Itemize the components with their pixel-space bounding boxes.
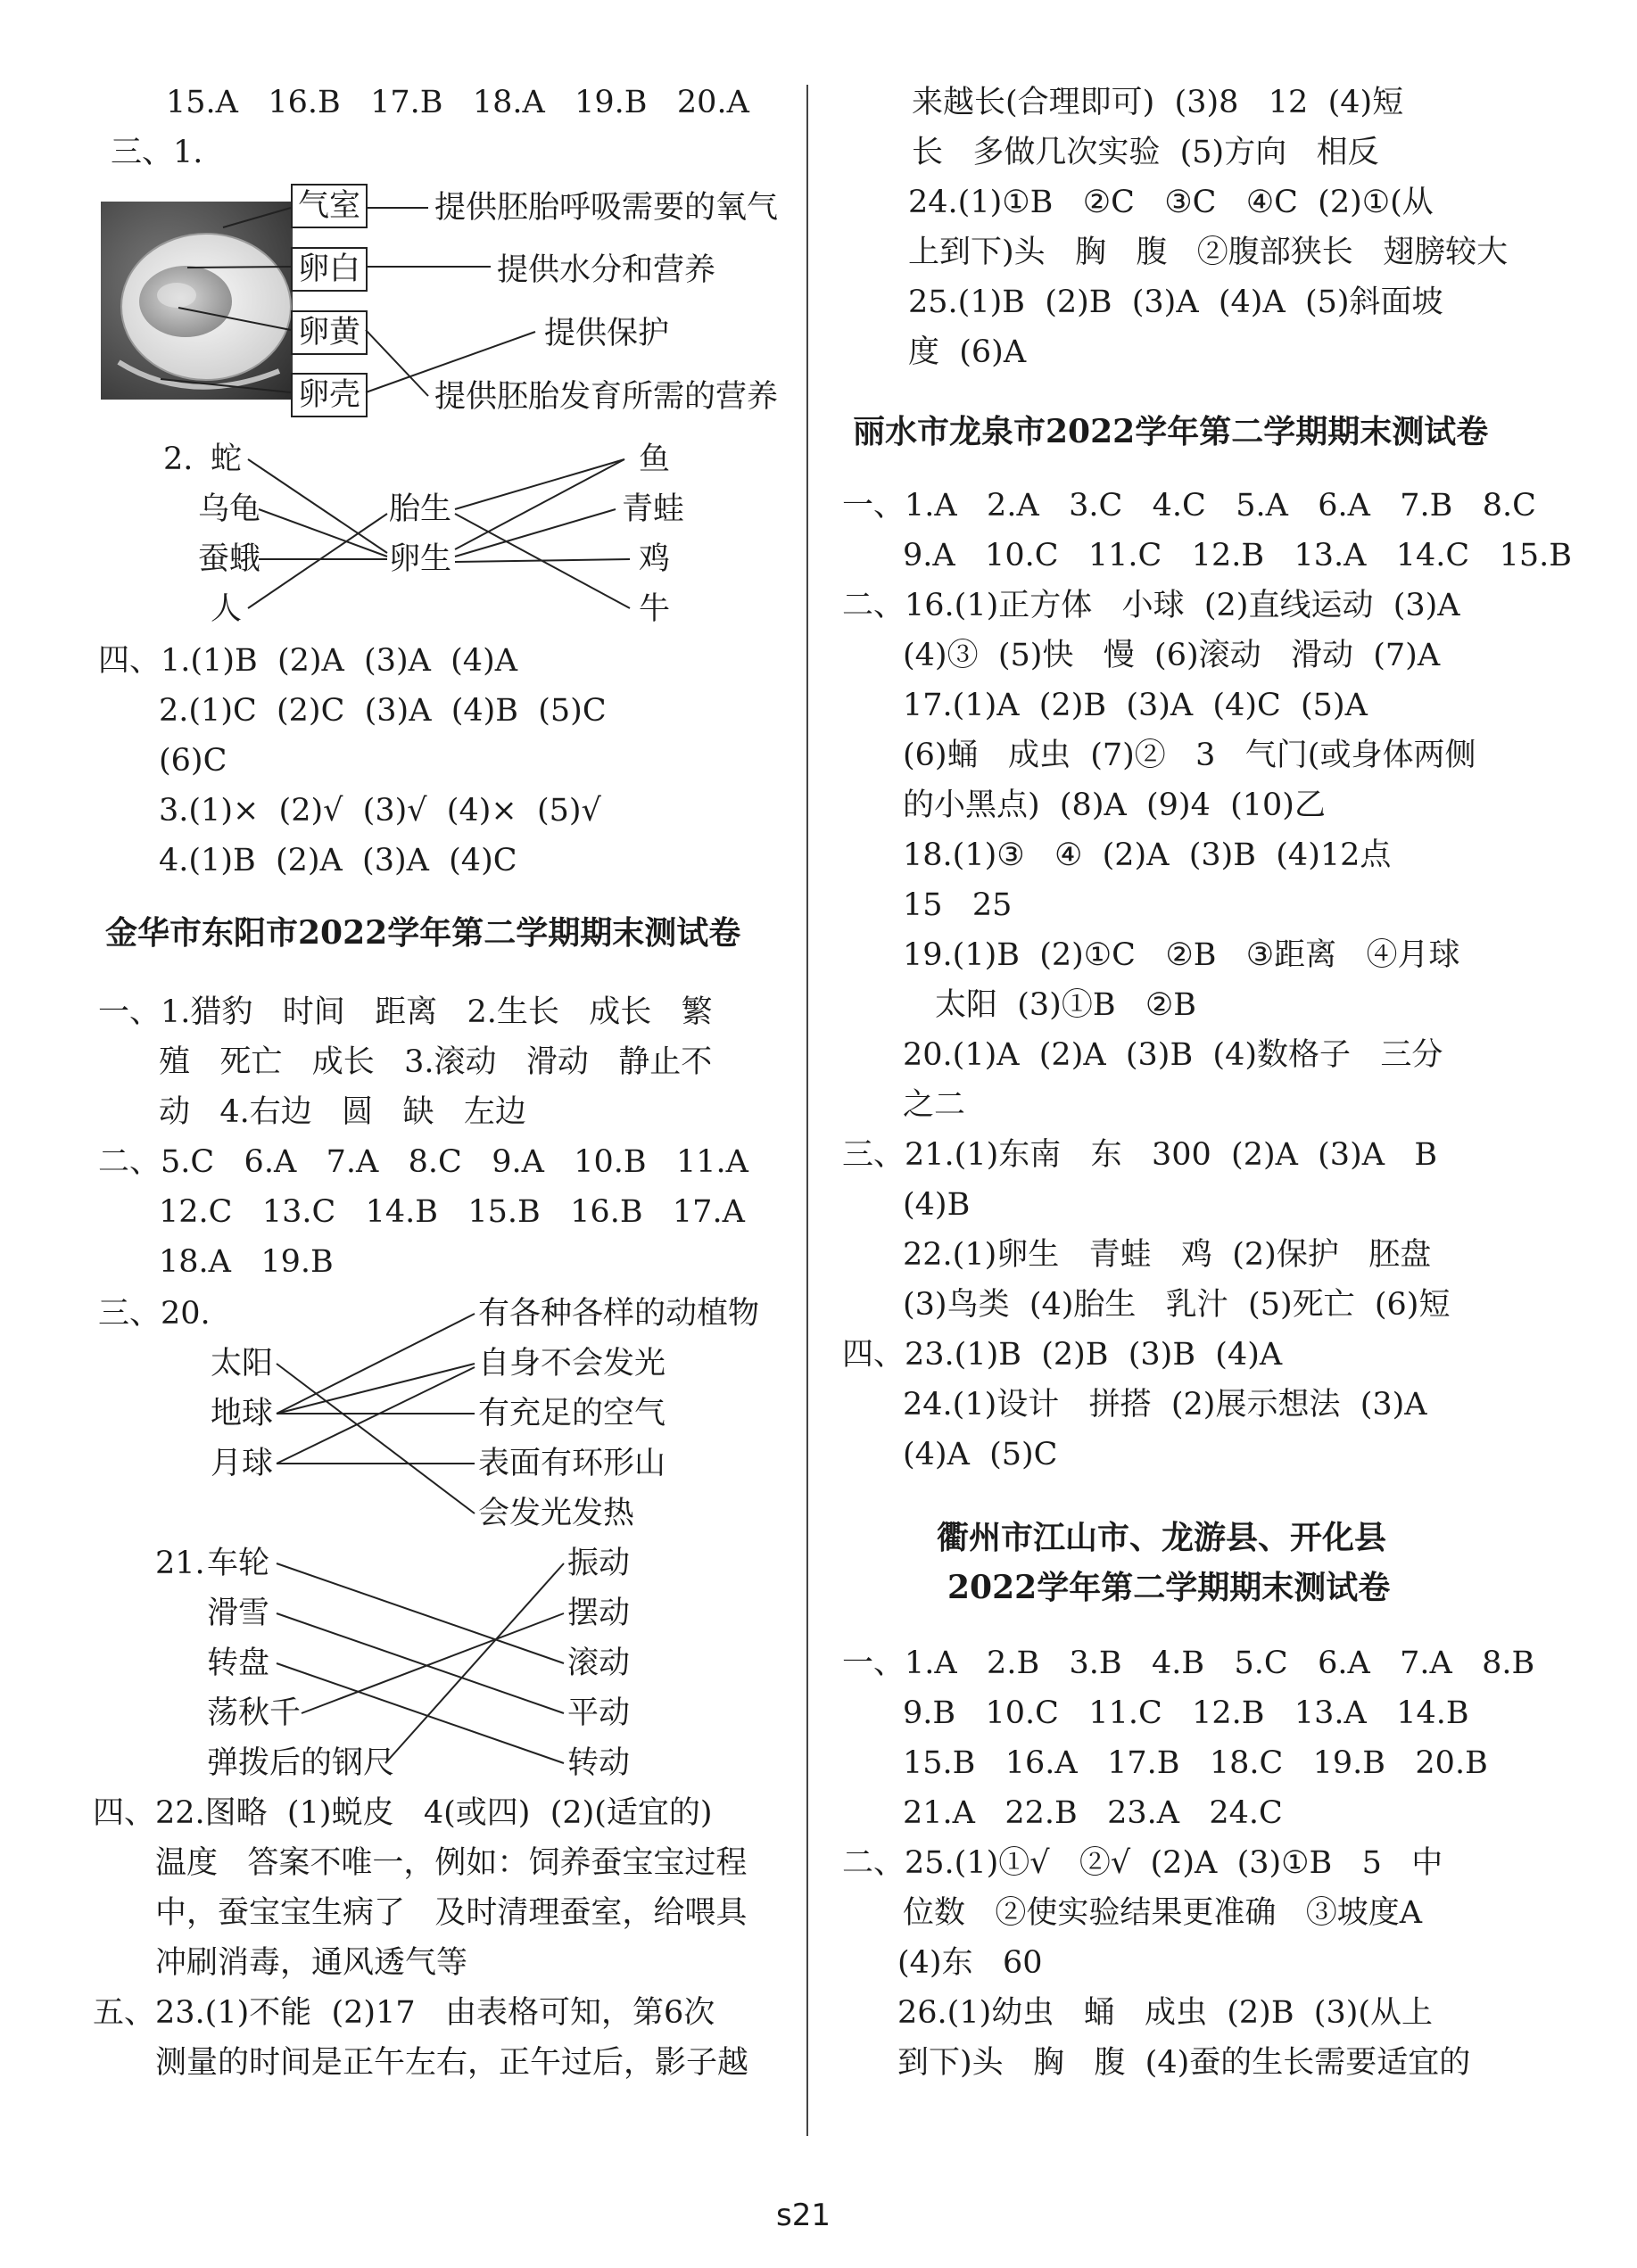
match-shell-protection (366, 332, 535, 392)
q21-left-turntable: 转盘 (207, 1645, 270, 1681)
page-number: s21 (776, 2198, 831, 2233)
answers-15-20: 15.A 16.B 17.B 18.A 19.B 20.A (166, 85, 749, 120)
q20-right-1: 有各种各样的动植物 (478, 1296, 760, 1332)
r-mid-17: (3)鸟类 (4)胎生 乳汁 (5)死亡 (6)短 (903, 1287, 1451, 1323)
r-bot-7: (4)东 60 (897, 1945, 1043, 1981)
b4-line-1: 四、22.图略 (1)蜕皮 4(或四) (2)(适宜的) (93, 1795, 713, 1831)
match-snake-oviparous (248, 459, 387, 553)
b1-line-1: 一、1.猎豹 时间 距离 2.生长 成长 繁 (98, 994, 713, 1030)
title-quzhou-2: 2022学年第二学期期末测试卷 (947, 1569, 1391, 1606)
q20-right-4: 表面有环形山 (478, 1446, 666, 1481)
match-earth-no-light (277, 1364, 475, 1414)
r-bot-3: 15.B 16.A 17.B 18.C 19.B 20.B (903, 1745, 1488, 1781)
match-yolk-nutrition (366, 330, 428, 396)
match-turntable-rotation (277, 1663, 564, 1763)
s4-line-3: (6)C (159, 743, 227, 779)
r-mid-9: 15 25 (903, 887, 1013, 923)
r-bot-4: 21.A 22.B 23.A 24.C (903, 1795, 1283, 1831)
q2-number: 2. (163, 441, 194, 477)
egg-function-protection: 提供保护 (544, 316, 670, 351)
r-mid-15: (4)B (903, 1187, 971, 1223)
r-mid-12: 20.(1)A (2)A (3)B (4)数格子 三分 (903, 1037, 1443, 1073)
b1-line-3: 动 4.右边 圆 缺 左边 (159, 1094, 526, 1130)
r-bot-8: 26.(1)幼虫 蛹 成虫 (2)B (3)(从上 (897, 1995, 1434, 2031)
match-moon-no-light (277, 1367, 475, 1464)
match-human-viviparous (248, 514, 387, 608)
r-mid-4: (4)③ (5)快 慢 (6)滚动 滑动 (7)A (903, 638, 1441, 673)
r-bot-1: 一、1.A 2.B 3.B 4.B 5.C 6.A 7.A 8.B (842, 1645, 1535, 1681)
pointer-albumen (187, 267, 291, 268)
section-3-q1-label: 三、1. (111, 135, 203, 170)
r-mid-3: 二、16.(1)正方体 小球 (2)直线运动 (3)A (842, 588, 1460, 623)
q21-right-rotation: 转动 (567, 1745, 631, 1781)
b2-line-1: 二、5.C 6.A 7.A 8.C 9.A 10.B 11.A (98, 1144, 748, 1180)
r-mid-11: 太阳 (3)①B ②B (935, 987, 1197, 1023)
b4-line-4: 冲刷消毒，通风透气等 (155, 1945, 468, 1981)
q21-left-wheel: 车轮 (207, 1546, 270, 1581)
r-mid-6: (6)蛹 成虫 (7)② 3 气门(或身体两侧 (903, 738, 1476, 773)
q21-right-translation: 平动 (567, 1695, 631, 1731)
r-mid-19: 24.(1)设计 拼搭 (2)展示想法 (3)A (903, 1387, 1427, 1423)
r-mid-13: 之二 (903, 1087, 966, 1123)
match-swing-swinging (302, 1613, 564, 1713)
match-sun-glows (277, 1364, 475, 1513)
q21-right-swinging: 摆动 (567, 1596, 631, 1631)
b4-line-3: 中，蚕宝宝生病了 及时清理蚕室，给喂具 (155, 1895, 748, 1931)
q21-left-skiing: 滑雪 (207, 1596, 270, 1631)
q2-animal-human: 人 (211, 591, 243, 627)
s4-line-2: 2.(1)C (2)C (3)A (4)B (5)C (159, 693, 607, 729)
r-mid-14: 三、21.(1)东南 东 300 (2)A (3)A B (842, 1137, 1438, 1173)
column-divider (806, 85, 808, 2136)
r-mid-7: 的小黑点) (8)A (9)4 (10)乙 (903, 788, 1326, 823)
r-mid-5: 17.(1)A (2)B (3)A (4)C (5)A (903, 688, 1368, 723)
q2-animal-silkmoth: 蚕蛾 (198, 541, 261, 577)
q21-left-swing: 荡秋千 (207, 1695, 302, 1731)
s4-line-4: 3.(1)× (2)√ (3)√ (4)× (5)√ (159, 793, 601, 829)
b4-line-2: 温度 答案不唯一，例如：饲养蚕宝宝过程 (155, 1845, 748, 1881)
b2-line-2: 12.C 13.C 14.B 15.B 16.B 17.A (159, 1194, 745, 1230)
q20-right-2: 自身不会发光 (478, 1346, 666, 1381)
q20-label: 三、20. (98, 1296, 211, 1332)
q20-right-3: 有充足的空气 (478, 1396, 666, 1431)
r-mid-18: 四、23.(1)B (2)B (3)B (4)A (842, 1337, 1283, 1373)
match-skiing-translation (277, 1613, 564, 1713)
q20-left-earth: 地球 (211, 1396, 274, 1431)
pointer-air-cell (223, 208, 291, 227)
title-dongyang: 金华市东阳市2022学年第二学期期末测试卷 (105, 914, 741, 952)
egg-function-oxygen: 提供胚胎呼吸需要的氧气 (434, 190, 779, 226)
r-bot-9: 到下)头 胸 腹 (4)蚕的生长需要适宜的 (897, 2045, 1471, 2081)
pointer-shell (161, 379, 291, 392)
match-ruler-vibration (385, 1563, 564, 1763)
r-mid-8: 18.(1)③ ④ (2)A (3)B (4)12点 (903, 837, 1392, 873)
q20-left-sun: 太阳 (211, 1346, 274, 1381)
q2-mode-viviparous: 胎生 (389, 491, 452, 527)
match-wheel-rolling (277, 1563, 564, 1663)
r-top-3: 24.(1)①B ②C ③C ④C (2)①(从 (908, 185, 1434, 220)
q2-right-frog: 青蛙 (622, 491, 685, 527)
egg-function-water: 提供水分和营养 (497, 252, 716, 288)
r-bot-6: 位数 ②使实验结果更准确 ③坡度A (903, 1895, 1423, 1931)
match-earth-life (277, 1314, 475, 1414)
match-oviparous-fish (455, 459, 624, 549)
q2-animal-turtle: 乌龟 (198, 491, 261, 527)
q21-right-vibration: 振动 (567, 1546, 631, 1581)
q21-right-rolling: 滚动 (567, 1645, 631, 1681)
egg-part-albumen: 卵白 (291, 247, 368, 292)
q2-right-cow: 牛 (639, 591, 671, 627)
r-mid-10: 19.(1)B (2)①C ②B ③距离 ④月球 (903, 937, 1460, 973)
r-top-6: 度 (6)A (908, 334, 1027, 370)
q2-right-fish: 鱼 (639, 441, 671, 477)
s4-line-1: 四、1.(1)B (2)A (3)A (4)A (98, 643, 518, 679)
match-oviparous-frog (455, 509, 616, 557)
r-mid-16: 22.(1)卵生 青蛙 鸡 (2)保护 胚盘 (903, 1237, 1432, 1273)
r-mid-2: 9.A 10.C 11.C 12.B 13.A 14.C 15.B (903, 538, 1572, 573)
q20-right-5: 会发光发热 (478, 1496, 635, 1531)
r-mid-20: (4)A (5)C (903, 1437, 1058, 1472)
q2-animal-snake: 蛇 (211, 441, 243, 477)
r-top-2: 长 多做几次实验 (5)方向 相反 (912, 135, 1379, 170)
q21-left-ruler: 弹拨后的钢尺 (207, 1745, 395, 1781)
r-top-4: 上到下)头 胸 腹 ②腹部狭长 翅膀较大 (908, 235, 1509, 270)
title-longquan: 丽水市龙泉市2022学年第二学期期末测试卷 (853, 413, 1489, 450)
b5-line-2: 测量的时间是正午左右，正午过后，影子越 (155, 2045, 749, 2081)
egg-part-yolk: 卵黄 (291, 310, 368, 355)
title-quzhou-1: 衢州市江山市、龙游县、开化县 (937, 1519, 1387, 1556)
q2-mode-oviparous: 卵生 (389, 541, 452, 577)
b5-line-1: 五、23.(1)不能 (2)17 由表格可知，第6次 (93, 1995, 715, 2031)
r-mid-1: 一、1.A 2.A 3.C 4.C 5.A 6.A 7.B 8.C (842, 488, 1536, 524)
q20-left-moon: 月球 (211, 1446, 274, 1481)
match-turtle-oviparous (259, 509, 387, 557)
egg-function-nutrition: 提供胚胎发育所需的营养 (434, 379, 779, 415)
egg-part-shell: 卵壳 (291, 373, 368, 417)
egg-part-air-cell: 气室 (291, 184, 368, 228)
s4-line-5: 4.(1)B (2)A (3)A (4)C (159, 843, 517, 878)
r-top-1: 来越长(合理即可) (3)8 12 (4)短 (912, 85, 1404, 120)
r-bot-5: 二、25.(1)①√ ②√ (2)A (3)①B 5 中 (842, 1845, 1443, 1881)
match-viviparous-cow-a (455, 459, 624, 509)
q2-right-chicken: 鸡 (639, 541, 671, 577)
pointer-yolk (178, 308, 291, 330)
r-top-5: 25.(1)B (2)B (3)A (4)A (5)斜面坡 (908, 285, 1443, 320)
b2-line-3: 18.A 19.B (159, 1244, 334, 1280)
r-bot-2: 9.B 10.C 11.C 12.B 13.A 14.B (903, 1695, 1469, 1731)
b1-line-2: 殖 死亡 成长 3.滚动 滑动 静止不 (159, 1044, 713, 1080)
q21-label: 21. (155, 1546, 205, 1581)
